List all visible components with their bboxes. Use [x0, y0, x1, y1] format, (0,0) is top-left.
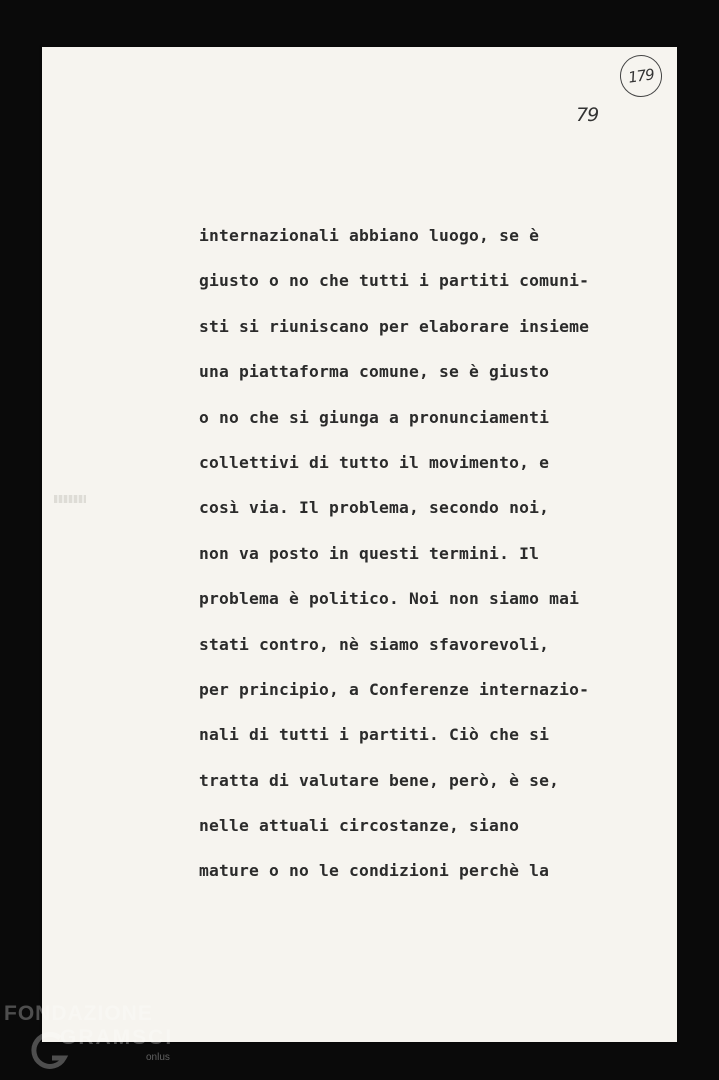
text-line: problema è politico. Noi non siamo mai: [199, 589, 580, 609]
text-line: una piattaforma comune, se è giusto: [199, 362, 550, 382]
paper-bleed-mark: [54, 495, 86, 503]
text-line: non va posto in questi termini. Il: [199, 543, 540, 563]
watermark-line2: GRAMSCI: [60, 1026, 174, 1049]
text-line: sti si riuniscano per elaborare insieme: [199, 316, 590, 336]
text-line: internazionali abbiano luogo, se è: [199, 226, 540, 245]
text-line: giusto o no che tutti i partiti comuni-: [199, 271, 590, 291]
text-line: mature o no le condizioni perchè la: [199, 861, 550, 881]
page-number: 79: [576, 104, 599, 126]
text-line: tratta di valutare bene, però, è se,: [199, 770, 560, 790]
text-line: così via. Il problema, secondo noi,: [199, 498, 550, 518]
text-line: stati contro, nè siamo sfavorevoli,: [199, 634, 550, 654]
foundation-watermark: [0, 1000, 180, 1080]
typewritten-text: [199, 213, 669, 894]
archive-number: 179: [627, 65, 655, 87]
watermark-line3: onlus: [146, 1052, 170, 1063]
text-line: collettivi di tutto il movimento, e: [199, 452, 550, 472]
text-line: o no che si giunga a pronunciamenti: [199, 407, 550, 427]
text-line: nelle attuali circostanze, siano: [199, 816, 520, 836]
watermark-line1: FONDAZIONE: [4, 1002, 153, 1025]
text-line: nali di tutti i partiti. Ciò che si: [199, 725, 550, 745]
text-line: per principio, a Conferenze internazio-: [199, 679, 590, 699]
